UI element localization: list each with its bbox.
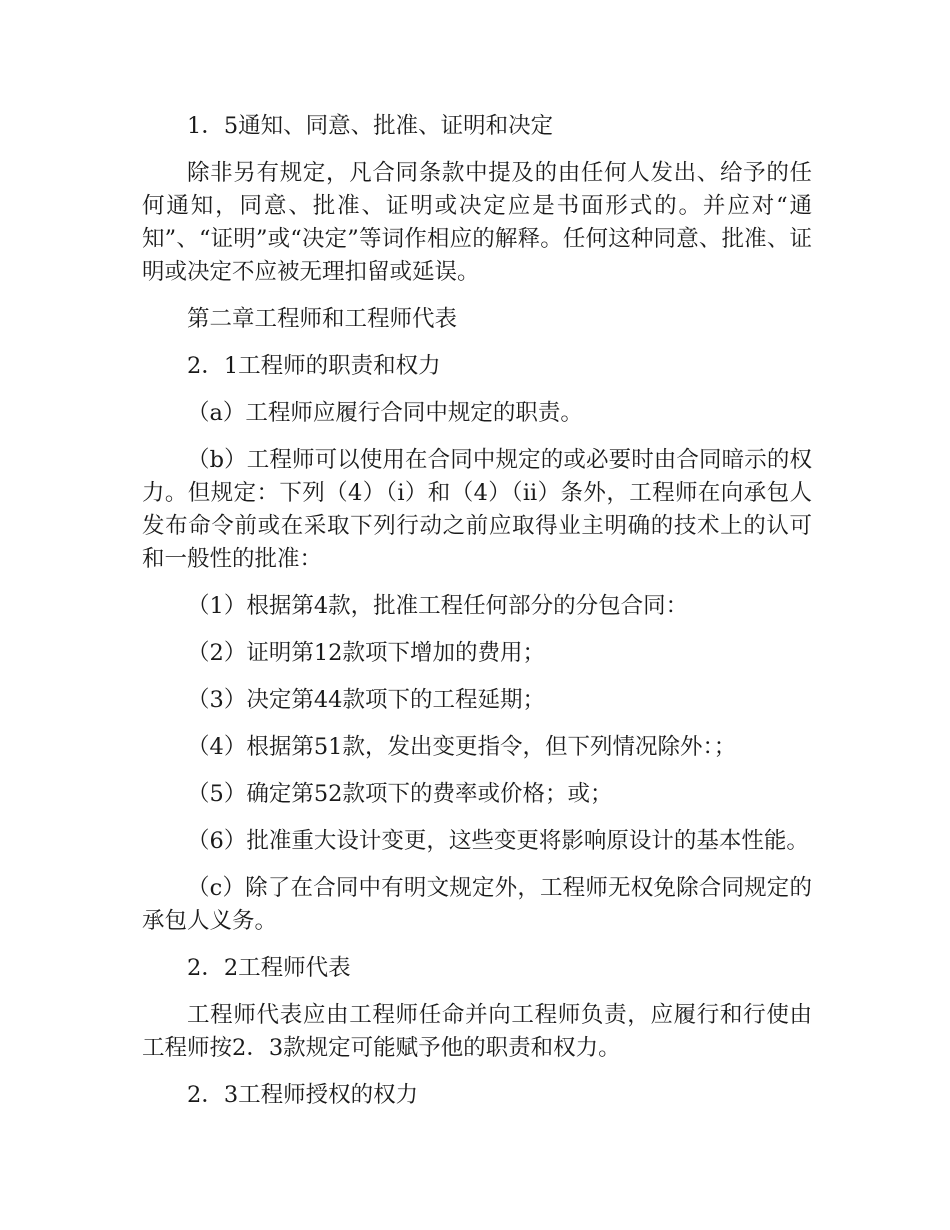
chapter-heading-2: 第二章工程师和工程师代表 <box>187 306 458 332</box>
section-heading-1-5: 1．5通知、同意、批准、证明和决定 <box>187 113 554 139</box>
section-heading-2-3: 2．3工程师授权的权力 <box>187 1082 419 1108</box>
body-paragraph-representative: 工程师代表应由工程师任命并向工程师负责，应履行和行使由工程师按2．3款规定可能赋予他的职责和权力。 <box>142 1002 812 1061</box>
document-body <box>142 110 812 1126</box>
section-heading-2-2: 2．2工程师代表 <box>187 955 351 981</box>
list-item-4: （4）根据第51款，发出变更指令，但下列情况除外：； <box>187 734 737 760</box>
list-item-5: （5）确定第52款项下的费率或价格；或； <box>187 781 613 807</box>
clause-a: （a）工程师应履行合同中规定的职责。 <box>187 400 583 426</box>
list-item-6: （6）批准重大设计变更，这些变更将影响原设计的基本性能。 <box>187 828 809 854</box>
clause-b: （b）工程师可以使用在合同中规定的或必要时由合同暗示的权力。但规定：下列（4）（i）和（4）（ii）条外，工程师在向承包人发布命令前或在采取下列行动之前应取得业主明确的技术上的认可和一般性的批准： <box>142 447 812 572</box>
body-paragraph-notices: 除非另有规定，凡合同条款中提及的由任何人发出、给予的任何通知，同意、批准、证明或决定应是书面形式的。并应对“通知”、“证明”或“决定”等词作相应的解释。任何这种同意、批准、证明或决定不应被无理扣留或延误。 <box>142 160 812 285</box>
section-heading-2-1: 2．1工程师的职责和权力 <box>187 353 441 379</box>
list-item-1: （1）根据第4款，批准工程任何部分的分包合同： <box>187 593 689 619</box>
list-item-3: （3）决定第44款项下的工程延期； <box>187 687 545 713</box>
clause-c: （c）除了在合同中有明文规定外，工程师无权免除合同规定的承包人义务。 <box>142 875 812 934</box>
list-item-2: （2）证明第12款项下增加的费用； <box>187 640 545 666</box>
